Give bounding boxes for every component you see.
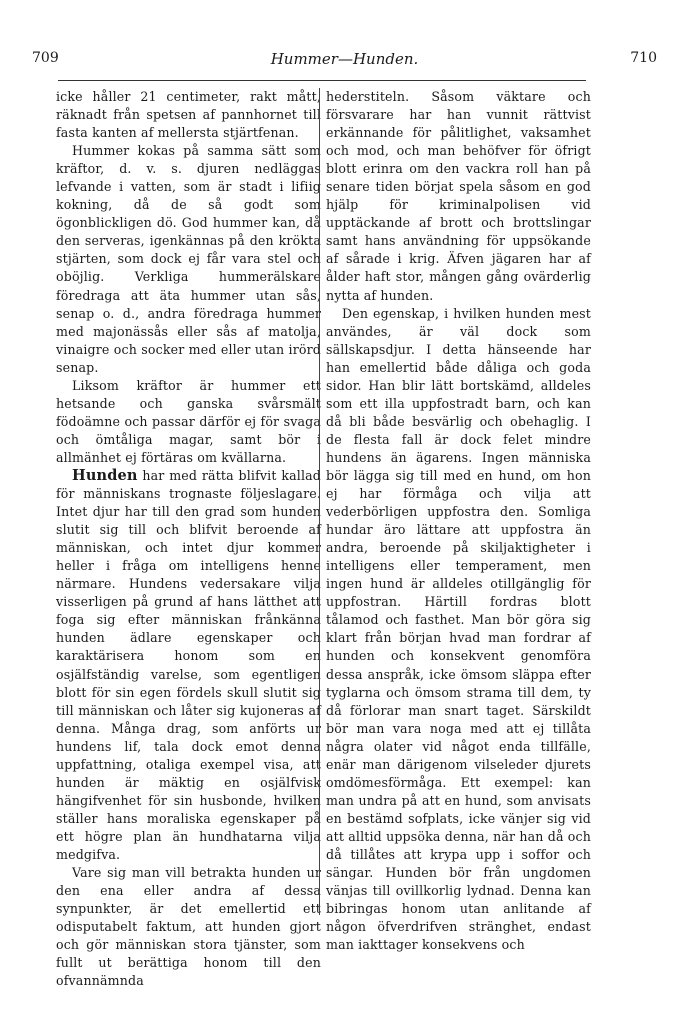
paragraph: Hummer kokas på samma sätt som kräftor, d. v. s. djuren nedläggas lefvande i vatten, som är stadt i lifiig kokning, då de så godt som ögonblickligen dö. God hummer kan, då den serveras, igenkännas på den krökta stjärten, som dock ej får vara stel och oböjlig. Verkliga hummerälskare föredraga att äta hummer utan sås, senap o. d., andra föredraga hummer med majonässås eller sås af matolja, vinaigre och socker med eller utan irörd senap. [56, 143, 321, 375]
right-column [326, 88, 591, 954]
paragraph-hunden [56, 467, 321, 864]
page-header [32, 50, 657, 74]
entry-keyword: Hunden [72, 466, 138, 484]
paragraph-text: har med rätta blifvit kallad för människans trognaste följeslagare. Intet djur har till den grad som hunden slutit sig till och blifvit beroende af människan, och intet djur kommer heller i fråga om intelligens henne närmare. Hundens vedersakare vilja visserligen på grund af hans lätthet att foga sig efter människan frånkänna hunden ädlare egenskaper och karaktärisera honom som en osjälfständig varelse, som egentligen blott för sin egen fördels skull slutit sig till människan och låter sig kujoneras af denna. Många drag, som anförts ur hundens lif, tala dock emot denna uppfattning, otaliga exempel visa, att hunden är mäktig en osjälfvisk hängifvenhet för sin husbonde, hvilken ställer hans moraliska egenskaper på ett högre plan än hundhatarna vilja medgifva. [56, 467, 321, 862]
running-title: Hummer—Hunden. [270, 50, 419, 68]
paragraph: Liksom kräftor är hummer ett hetsande och ganska svårsmält födoämne och passar därför ej för svaga och ömtåliga magar, samt bör i allmänhet ej förtäras om kvällarna. [56, 377, 321, 465]
paragraph: Den egenskap, i hvilken hunden mest användes, är väl dock som sällskapsdjur. I detta hänseende har han emellertid både dåliga och goda sidor. Han blir lätt bortskämd, alldeles som ett illa uppfostradt barn, och kan då bli både besvärlig och obehaglig. I de flesta fall är dock felet mindre hundens än ägarens. Ingen människa bör lägga sig till med en hund, om hon ej har förmåga och vilja att vederbörligen uppfostra den. Somliga hundar äro lättare att uppfostra än andra, beroende på skiljaktigheter i intelligens eller temperament, men ingen hund är alldeles otillgänglig för uppfostran. Härtill fordras blott tålamod och fasthet. Man bör göra sig klart från början hvad man fordrar af hunden och konsekvent genomföra dessa anspråk, icke ömsom släppa efter tyglarna och ömsom strama till dem, ty då förlorar man snart taget. Särskildt bör man vara noga med att ej tillåta några olater vid något enda tillfälle, enär man därigenom vilseleder djurets omdömesförmåga. Ett exempel: kan man undra på att en hund, som anvisats en bestämd sofplats, icke vänjer sig vid att alltid uppsöka denna, när han då och då tillåtes att krypa upp i soffor och sängar. Hunden bör från ungdomen vänjas till ovillkorlig lydnad. Denna kan bibringas honom utan anlitande af någon öfverdrifven stränghet, endast man iakttager konsekvens och [326, 305, 591, 953]
paragraph: hederstiteln. Såsom väktare och försvarare har han vunnit rättvist erkännande för pålitlighet, vaksamhet och mod, och man behöfver för öfrigt blott erinra om den vackra roll han på senare tiden börjat spela såsom en god hjälp för kriminalpolisen vid upptäckande af brott och brottslingar samt hans användning för uppsökande af sårade i krig. Äfven jägaren har af ålder haft stor, mången gång ovärderlig nytta af hunden. [326, 89, 591, 303]
header-rule [58, 80, 586, 81]
paragraph: icke håller 21 centimeter, rakt mått, räknadt från spetsen af pannhornet till fasta kanten af mellersta stjärtfenan. [56, 89, 321, 141]
page-number-left: 709 [32, 50, 59, 66]
page-number-right: 710 [630, 50, 657, 66]
paragraph: Vare sig man vill betrakta hunden ur den ena eller andra af dessa synpunkter, är det emellertid ett odisputabelt faktum, att hunden gjort och gör människan stora tjänster, som fullt ut berättiga honom till den ofvannämnda [56, 865, 321, 989]
left-column [56, 88, 321, 990]
column-divider [319, 88, 320, 915]
